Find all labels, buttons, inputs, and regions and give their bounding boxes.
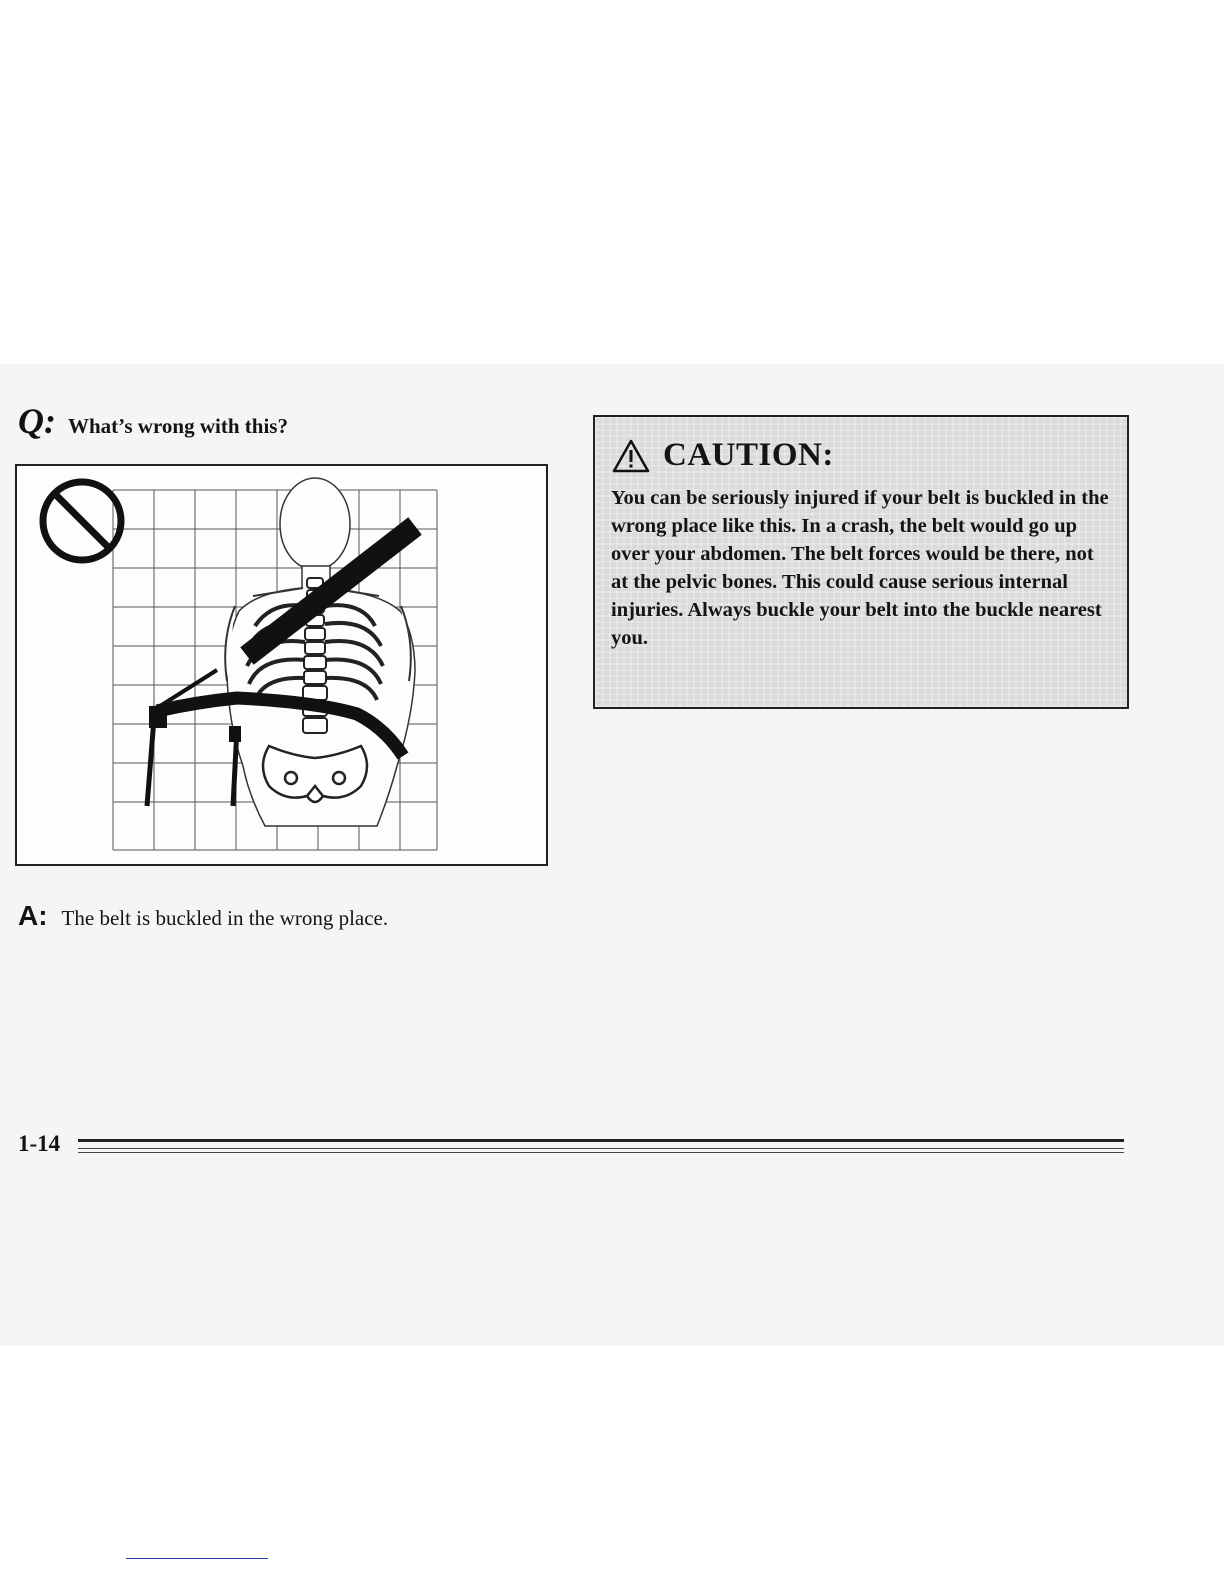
- answer-text: The belt is buckled in the wrong place.: [61, 906, 389, 930]
- divider: [126, 1558, 268, 1559]
- latch-plate: [149, 706, 167, 728]
- question: [18, 400, 288, 442]
- caution-header: [611, 437, 1111, 474]
- answer: [18, 900, 388, 932]
- caution-title: CAUTION:: [663, 437, 834, 473]
- question-marker: Q:: [18, 401, 56, 441]
- answer-marker: A:: [18, 900, 48, 931]
- seatbelt-illustration: [15, 464, 548, 866]
- prohibition-icon: [43, 482, 121, 560]
- question-text: What’s wrong with this?: [68, 414, 288, 438]
- buckle: [229, 726, 241, 742]
- page-number: 1-14: [18, 1131, 61, 1156]
- seatbelt-diagram: [17, 466, 546, 864]
- warning-triangle-icon: [611, 438, 651, 474]
- caution-text: You can be seriously injured if your belt is buckled in the wrong place like this. In a crash, the belt would go up over your abdomen. The belt forces would be there, not at the pelvic bones. This could cause serious internal injuries. Always buckle your belt into the buckle nearest you.: [611, 487, 1109, 649]
- caution-box: [593, 415, 1129, 709]
- footer-rule: [78, 1139, 1124, 1153]
